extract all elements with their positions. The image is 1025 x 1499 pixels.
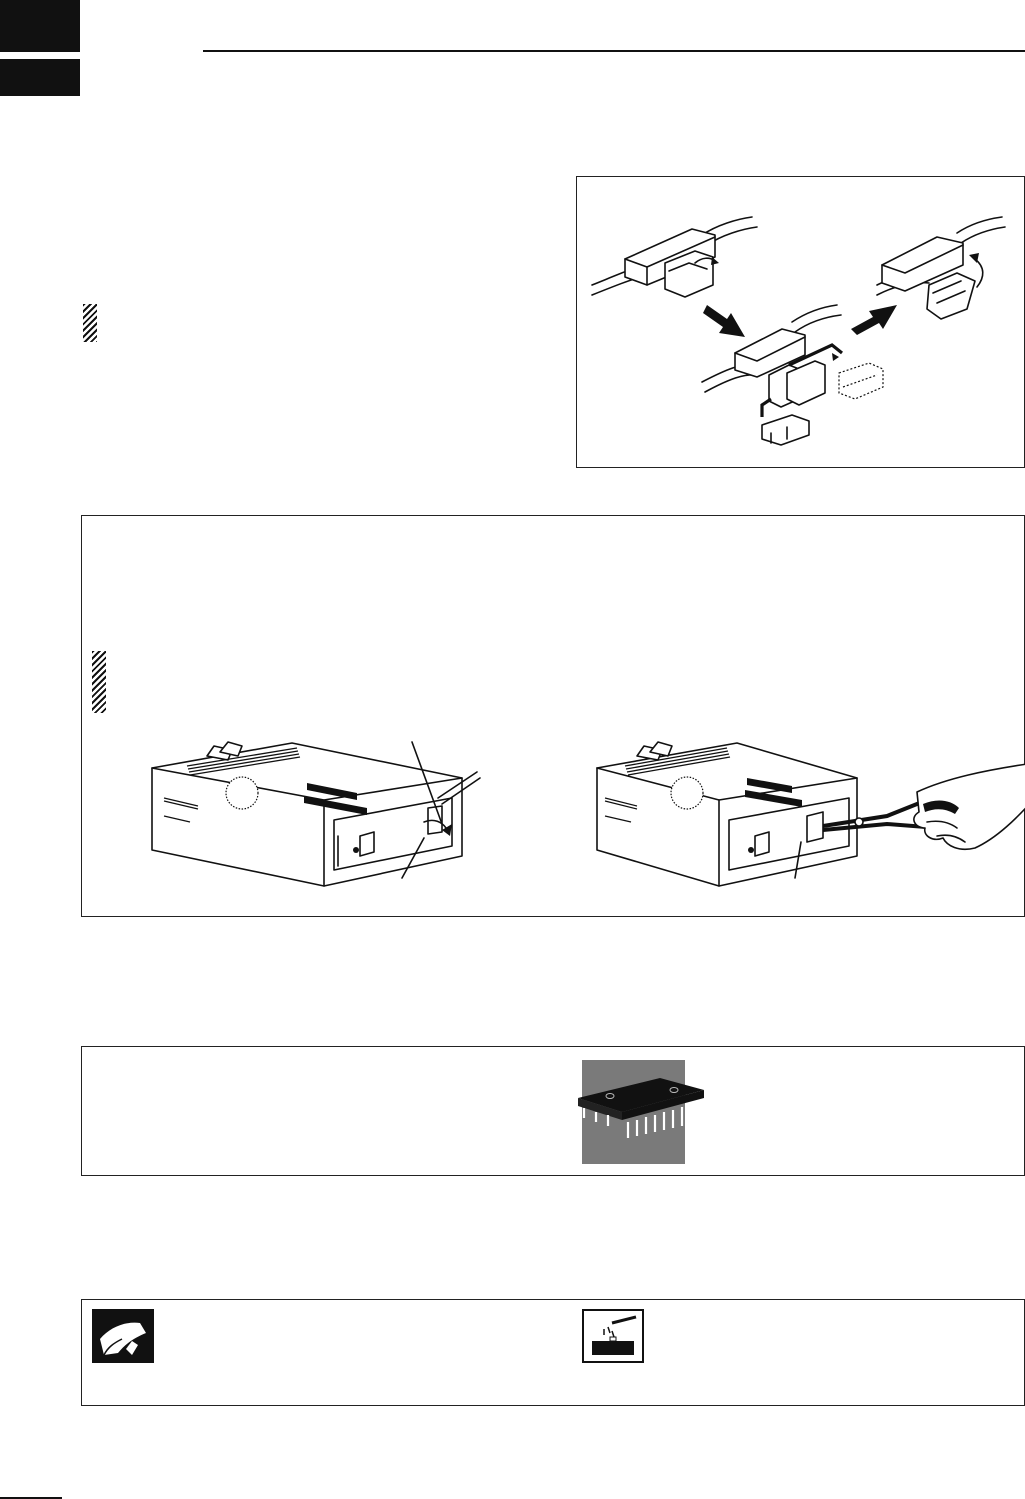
caution-marker-internal [92,651,106,713]
wipe-cloth-icon [92,1309,154,1363]
chapter-tab-bottom [0,59,80,96]
no-solvent-icon [582,1309,644,1363]
transceiver-fuse-pliers-icon [587,738,1025,898]
caution-marker-fuse [83,304,97,342]
fuse-holder-diagram-icon [577,177,1025,469]
chapter-tab-top [0,0,80,52]
cleaning-box [81,1299,1025,1406]
internal-fuse-box [81,515,1025,917]
transceiver-cover-removal-icon [142,738,482,898]
static-caution-box [81,1046,1025,1176]
ic-chip-icon [582,1060,702,1164]
header-rule [203,50,1025,52]
fuse-diagram-box [576,176,1025,468]
